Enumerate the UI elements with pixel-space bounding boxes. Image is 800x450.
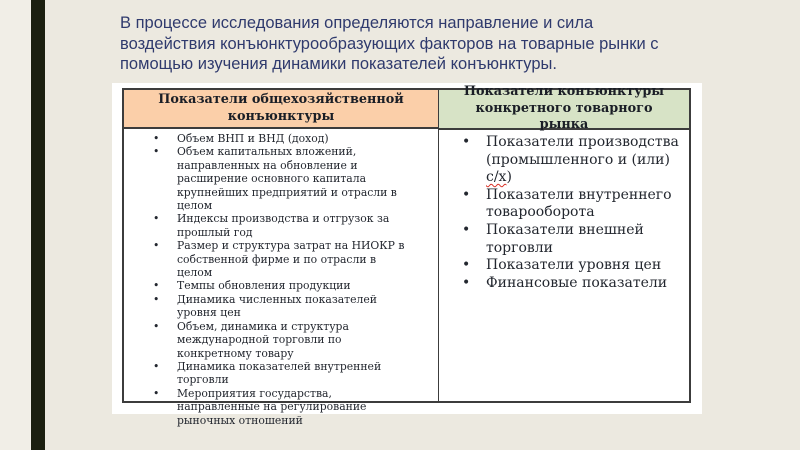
list-item — [124, 387, 438, 427]
bullet-icon: • — [153, 212, 160, 226]
bullet-icon: • — [153, 386, 160, 400]
bullet-icon: • — [462, 221, 471, 238]
list-item — [124, 279, 438, 292]
list-item — [439, 275, 689, 293]
list-item-text: Динамика численных показателей уровня цен — [177, 292, 377, 320]
list-item-text: Индексы производства и отгрузок за прошлый год — [177, 212, 390, 239]
left-margin-strip — [0, 0, 31, 450]
list-item-text: Мероприятия государства, направленные на регулирование рыночных отношений — [177, 386, 367, 427]
list-item — [124, 145, 438, 212]
indicators-table — [122, 84, 691, 427]
list-item — [439, 187, 689, 222]
accent-bar — [31, 0, 45, 450]
list-item-text: Объем ВНП и ВНД (доход) — [177, 132, 329, 145]
list-item — [124, 360, 438, 387]
bullet-icon: • — [153, 319, 160, 333]
list-item — [439, 222, 689, 257]
list-item — [124, 293, 438, 320]
bullet-icon: • — [153, 279, 160, 293]
list-item — [124, 239, 438, 279]
column-general-indicators — [124, 90, 439, 427]
list-item-text: Показатели уровня цен — [486, 257, 662, 274]
column-market-indicators — [439, 84, 689, 401]
list-item-text: Темпы обновления продукции — [177, 279, 351, 293]
column-header-market: Показатели конъюнктуры конкретного товарного рынка — [439, 90, 689, 130]
list-item-text: Объем, динамика и структура международной торговли по конкретному товару — [177, 319, 349, 360]
list-item-text: Динамика показателей внутренней торговли — [177, 359, 382, 387]
market-indicators-list — [439, 130, 689, 292]
list-item-text: Показатели внутреннего товарооборота — [486, 186, 672, 221]
list-item-text: Финансовые показатели — [486, 274, 668, 291]
list-item-text: Показатели производства (промышленного и (или) с/х) — [486, 134, 679, 186]
bullet-icon: • — [153, 132, 160, 145]
column-header-general: Показатели общехозяйственной конъюнктуры — [124, 90, 438, 129]
list-item-text: Размер и структура затрат на НИОКР в собственной фирме и по отрасли в целом — [177, 239, 405, 280]
list-item — [124, 320, 438, 360]
list-item — [439, 134, 689, 187]
slide-title: В процессе исследования определяются направление и сила воздействия конъюнктурообразующих факторов на товарные рынки с помощью изучения динамики показателей конъюнктуры. — [120, 14, 659, 73]
bullet-icon: • — [462, 134, 471, 150]
list-item-text: Показатели внешней торговли — [486, 221, 644, 256]
spellcheck-underline: с/х — [486, 169, 507, 186]
list-item — [124, 212, 438, 239]
bullet-icon: • — [462, 186, 471, 203]
bullet-icon: • — [462, 274, 471, 291]
list-item — [439, 257, 689, 275]
bullet-icon: • — [153, 239, 160, 253]
bullet-icon: • — [153, 359, 160, 373]
list-item — [124, 132, 438, 145]
bullet-icon: • — [153, 145, 160, 159]
bullet-icon: • — [153, 292, 160, 306]
content-panel — [112, 83, 702, 427]
bullet-icon: • — [462, 257, 471, 274]
general-indicators-list — [124, 129, 438, 427]
list-item-text: Объем капитальных вложений, направленных на обновление и расширение основного капитала крупнейших предприятий и отрасли в целом — [177, 145, 397, 213]
